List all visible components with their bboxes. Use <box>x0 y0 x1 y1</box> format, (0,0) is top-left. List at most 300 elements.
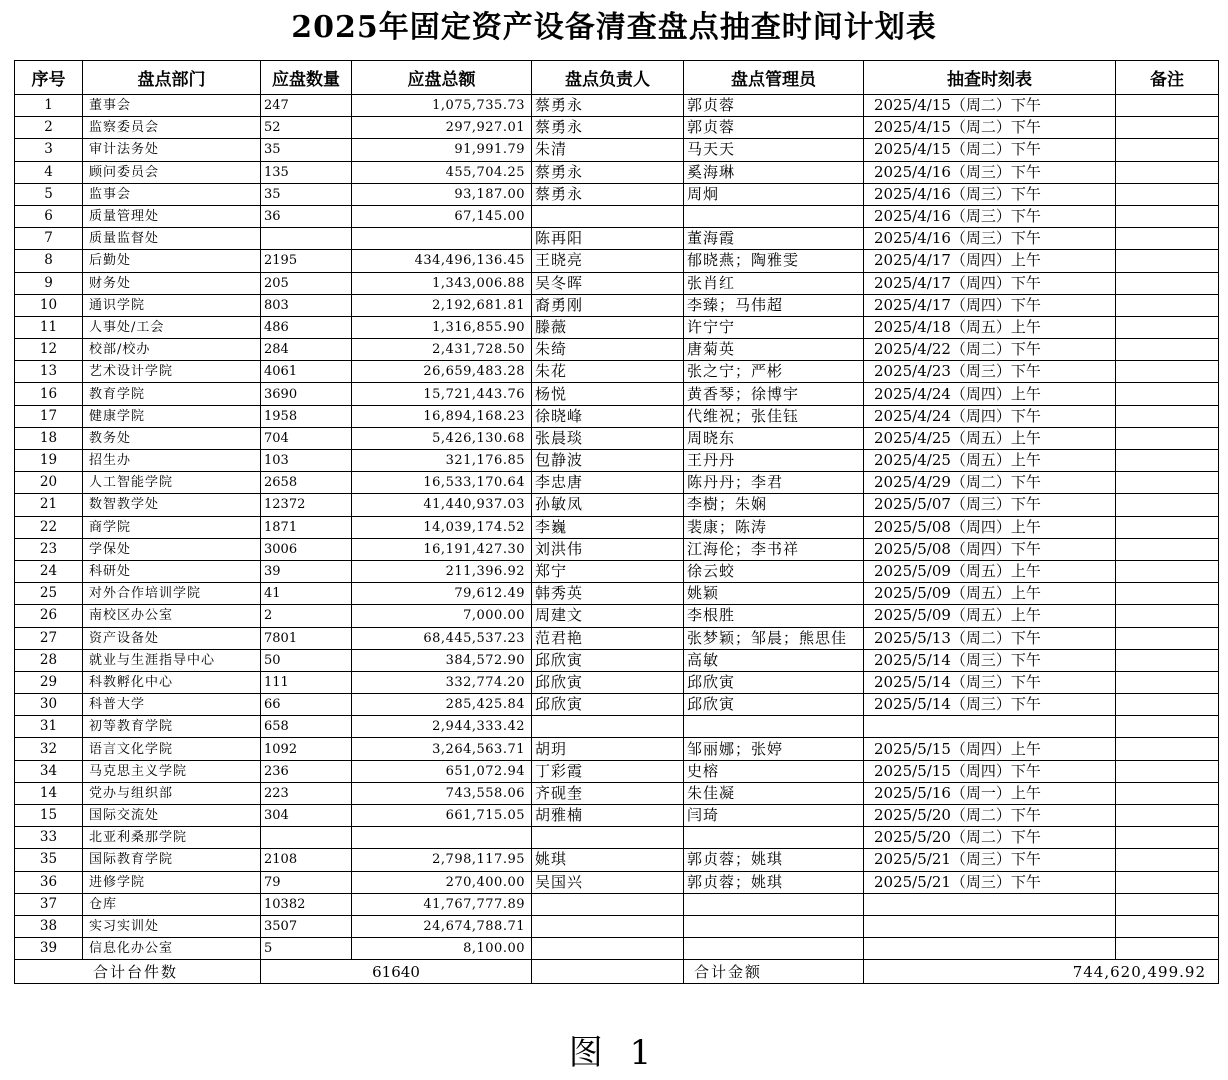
row-total-amount: 2,431,728.50 <box>352 339 532 361</box>
row-schedule <box>864 938 1116 960</box>
row-total-amount: 651,072.94 <box>352 760 532 782</box>
row-serial-no: 6 <box>15 205 83 227</box>
row-administrator: 奚海琳 <box>684 161 864 183</box>
row-responsible-person: 姚琪 <box>532 849 684 871</box>
row-administrator: 黄香琴；徐博宇 <box>684 383 864 405</box>
row-responsible-person: 丁彩霞 <box>532 760 684 782</box>
table-row <box>15 805 1219 827</box>
row-total-amount: 68,445,537.23 <box>352 627 532 649</box>
row-responsible-person: 蔡勇永 <box>532 117 684 139</box>
row-responsible-person <box>532 938 684 960</box>
row-note <box>1116 516 1219 538</box>
row-responsible-person: 孙敏凤 <box>532 494 684 516</box>
table-row <box>15 627 1219 649</box>
row-responsible-person: 杨悦 <box>532 383 684 405</box>
row-responsible-person <box>532 915 684 937</box>
table-row <box>15 760 1219 782</box>
row-responsible-person: 齐砚奎 <box>532 782 684 804</box>
row-department: 国际交流处 <box>83 805 261 827</box>
row-responsible-person: 蔡勇永 <box>532 161 684 183</box>
row-schedule <box>864 716 1116 738</box>
row-note <box>1116 760 1219 782</box>
row-responsible-person: 胡玥 <box>532 738 684 760</box>
row-total-amount: 67,145.00 <box>352 205 532 227</box>
table-row <box>15 228 1219 250</box>
row-serial-no: 22 <box>15 516 83 538</box>
row-total-amount: 15,721,443.76 <box>352 383 532 405</box>
row-department: 质量监督处 <box>83 228 261 250</box>
row-department: 商学院 <box>83 516 261 538</box>
table-row <box>15 139 1219 161</box>
table-row <box>15 827 1219 849</box>
row-department: 质量管理处 <box>83 205 261 227</box>
row-quantity: 704 <box>261 427 352 449</box>
row-schedule: 2025/5/21（周三）下午 <box>864 871 1116 893</box>
row-serial-no: 34 <box>15 760 83 782</box>
row-total-amount: 434,496,136.45 <box>352 250 532 272</box>
table-row <box>15 339 1219 361</box>
row-serial-no: 32 <box>15 738 83 760</box>
row-quantity: 223 <box>261 782 352 804</box>
row-department: 监事会 <box>83 183 261 205</box>
row-administrator <box>684 827 864 849</box>
row-total-amount: 285,425.84 <box>352 694 532 716</box>
row-administrator: 朱佳凝 <box>684 782 864 804</box>
row-note <box>1116 782 1219 804</box>
row-responsible-person: 王晓亮 <box>532 250 684 272</box>
row-serial-no: 28 <box>15 649 83 671</box>
row-administrator: 郭贞蓉 <box>684 95 864 117</box>
row-quantity: 803 <box>261 294 352 316</box>
row-administrator: 周炯 <box>684 183 864 205</box>
row-responsible-person: 郑宁 <box>532 560 684 582</box>
row-serial-no: 5 <box>15 183 83 205</box>
row-serial-no: 33 <box>15 827 83 849</box>
row-quantity: 4061 <box>261 361 352 383</box>
row-administrator: 郭贞蓉；姚琪 <box>684 871 864 893</box>
row-department: 北亚利桑那学院 <box>83 827 261 849</box>
row-administrator: 郭贞蓉 <box>684 117 864 139</box>
row-department: 学保处 <box>83 538 261 560</box>
row-department: 监察委员会 <box>83 117 261 139</box>
row-quantity: 304 <box>261 805 352 827</box>
row-responsible-person: 滕薇 <box>532 316 684 338</box>
row-note <box>1116 139 1219 161</box>
table-row <box>15 516 1219 538</box>
table-row <box>15 427 1219 449</box>
row-total-amount: 2,192,681.81 <box>352 294 532 316</box>
row-note <box>1116 205 1219 227</box>
row-department: 科教孵化中心 <box>83 671 261 693</box>
row-department: 教育学院 <box>83 383 261 405</box>
table-row <box>15 117 1219 139</box>
row-department: 实习实训处 <box>83 915 261 937</box>
row-administrator: 高敏 <box>684 649 864 671</box>
row-serial-no: 9 <box>15 272 83 294</box>
row-administrator: 史榕 <box>684 760 864 782</box>
row-department: 资产设备处 <box>83 627 261 649</box>
row-schedule: 2025/5/08（周四）上午 <box>864 516 1116 538</box>
row-total-amount: 743,558.06 <box>352 782 532 804</box>
table-row <box>15 294 1219 316</box>
row-quantity: 3507 <box>261 915 352 937</box>
row-serial-no: 15 <box>15 805 83 827</box>
row-quantity: 12372 <box>261 494 352 516</box>
row-quantity: 103 <box>261 450 352 472</box>
row-schedule: 2025/4/17（周四）下午 <box>864 294 1116 316</box>
table-row <box>15 183 1219 205</box>
row-schedule: 2025/4/25（周五）上午 <box>864 427 1116 449</box>
table-row <box>15 538 1219 560</box>
row-total-amount <box>352 228 532 250</box>
row-administrator: 李根胜 <box>684 605 864 627</box>
row-schedule: 2025/4/29（周二）下午 <box>864 472 1116 494</box>
table-row <box>15 250 1219 272</box>
row-total-amount: 79,612.49 <box>352 583 532 605</box>
row-department: 审计法务处 <box>83 139 261 161</box>
row-serial-no: 19 <box>15 450 83 472</box>
table-row <box>15 938 1219 960</box>
row-responsible-person <box>532 893 684 915</box>
row-schedule: 2025/4/25（周五）上午 <box>864 450 1116 472</box>
row-note <box>1116 294 1219 316</box>
table-row <box>15 716 1219 738</box>
row-schedule: 2025/5/13（周二）下午 <box>864 627 1116 649</box>
row-administrator: 张梦颖；邹晨；熊思佳 <box>684 627 864 649</box>
totals-spacer <box>532 960 684 984</box>
row-responsible-person: 胡雅楠 <box>532 805 684 827</box>
row-total-amount: 1,343,006.88 <box>352 272 532 294</box>
row-total-amount: 8,100.00 <box>352 938 532 960</box>
row-quantity: 486 <box>261 316 352 338</box>
row-schedule: 2025/4/15（周二）下午 <box>864 95 1116 117</box>
asset-inventory-table <box>14 60 1219 984</box>
row-quantity: 205 <box>261 272 352 294</box>
row-quantity: 236 <box>261 760 352 782</box>
row-responsible-person: 周建文 <box>532 605 684 627</box>
row-note <box>1116 405 1219 427</box>
row-serial-no: 7 <box>15 228 83 250</box>
row-administrator: 闫琦 <box>684 805 864 827</box>
row-quantity: 35 <box>261 139 352 161</box>
totals-row <box>15 960 1219 984</box>
row-department: 财务处 <box>83 272 261 294</box>
row-quantity: 50 <box>261 649 352 671</box>
row-note <box>1116 827 1219 849</box>
row-administrator: 李樹；朱娴 <box>684 494 864 516</box>
row-total-amount: 1,316,855.90 <box>352 316 532 338</box>
table-row <box>15 361 1219 383</box>
row-total-amount: 3,264,563.71 <box>352 738 532 760</box>
row-schedule <box>864 893 1116 915</box>
row-total-amount: 93,187.00 <box>352 183 532 205</box>
row-department: 通识学院 <box>83 294 261 316</box>
row-schedule: 2025/5/09（周五）上午 <box>864 560 1116 582</box>
row-serial-no: 29 <box>15 671 83 693</box>
row-note <box>1116 361 1219 383</box>
row-schedule <box>864 915 1116 937</box>
row-schedule: 2025/4/18（周五）上午 <box>864 316 1116 338</box>
row-responsible-person: 张晨琰 <box>532 427 684 449</box>
row-serial-no: 2 <box>15 117 83 139</box>
row-administrator: 王丹丹 <box>684 450 864 472</box>
row-schedule: 2025/4/16（周三）下午 <box>864 228 1116 250</box>
row-responsible-person: 朱清 <box>532 139 684 161</box>
row-responsible-person: 李忠唐 <box>532 472 684 494</box>
row-administrator: 陈丹丹；李君 <box>684 472 864 494</box>
row-responsible-person: 吴国兴 <box>532 871 684 893</box>
row-note <box>1116 538 1219 560</box>
row-serial-no: 26 <box>15 605 83 627</box>
row-responsible-person <box>532 205 684 227</box>
row-total-amount: 14,039,174.52 <box>352 516 532 538</box>
row-schedule: 2025/4/24（周四）上午 <box>864 383 1116 405</box>
row-schedule: 2025/4/15（周二）下午 <box>864 139 1116 161</box>
row-total-amount: 661,715.05 <box>352 805 532 827</box>
row-administrator <box>684 205 864 227</box>
row-responsible-person: 蔡勇永 <box>532 183 684 205</box>
row-department: 数智教学处 <box>83 494 261 516</box>
row-serial-no: 25 <box>15 583 83 605</box>
table-header-row <box>15 61 1219 95</box>
row-total-amount: 321,176.85 <box>352 450 532 472</box>
row-note <box>1116 605 1219 627</box>
row-note <box>1116 383 1219 405</box>
row-responsible-person: 陈再阳 <box>532 228 684 250</box>
row-administrator <box>684 915 864 937</box>
row-responsible-person <box>532 716 684 738</box>
row-department: 后勤处 <box>83 250 261 272</box>
table-row <box>15 605 1219 627</box>
row-note <box>1116 938 1219 960</box>
table-row <box>15 782 1219 804</box>
row-quantity: 658 <box>261 716 352 738</box>
row-schedule: 2025/5/20（周二）下午 <box>864 805 1116 827</box>
row-serial-no: 38 <box>15 915 83 937</box>
row-schedule: 2025/5/09（周五）上午 <box>864 605 1116 627</box>
row-serial-no: 13 <box>15 361 83 383</box>
page-title: 2025年固定资产设备清查盘点抽查时间计划表 <box>291 10 937 45</box>
table-row <box>15 405 1219 427</box>
row-quantity: 1092 <box>261 738 352 760</box>
header-notes: 备注 <box>1116 61 1219 95</box>
row-schedule: 2025/5/14（周三）下午 <box>864 694 1116 716</box>
row-schedule: 2025/5/15（周四）下午 <box>864 760 1116 782</box>
row-administrator: 张肖红 <box>684 272 864 294</box>
row-responsible-person: 李巍 <box>532 516 684 538</box>
row-note <box>1116 316 1219 338</box>
row-department: 南校区办公室 <box>83 605 261 627</box>
row-schedule: 2025/5/14（周三）下午 <box>864 649 1116 671</box>
row-note <box>1116 583 1219 605</box>
row-schedule: 2025/4/24（周四）下午 <box>864 405 1116 427</box>
row-quantity: 135 <box>261 161 352 183</box>
row-responsible-person: 朱花 <box>532 361 684 383</box>
table-body <box>15 95 1219 960</box>
row-serial-no: 35 <box>15 849 83 871</box>
row-schedule: 2025/4/16（周三）下午 <box>864 205 1116 227</box>
table-row <box>15 560 1219 582</box>
row-schedule: 2025/4/17（周四）下午 <box>864 272 1116 294</box>
row-responsible-person: 韩秀英 <box>532 583 684 605</box>
row-administrator: 周晓东 <box>684 427 864 449</box>
row-responsible-person: 朱绮 <box>532 339 684 361</box>
row-administrator: 李臻；马伟超 <box>684 294 864 316</box>
row-administrator <box>684 893 864 915</box>
row-administrator: 邱欣寅 <box>684 694 864 716</box>
row-responsible-person: 刘洪伟 <box>532 538 684 560</box>
row-department: 进修学院 <box>83 871 261 893</box>
row-total-amount: 455,704.25 <box>352 161 532 183</box>
row-department: 党办与组织部 <box>83 782 261 804</box>
row-department: 科普大学 <box>83 694 261 716</box>
row-total-amount: 270,400.00 <box>352 871 532 893</box>
row-department: 人工智能学院 <box>83 472 261 494</box>
row-total-amount <box>352 827 532 849</box>
row-administrator <box>684 716 864 738</box>
row-note <box>1116 805 1219 827</box>
table-row <box>15 694 1219 716</box>
row-serial-no: 20 <box>15 472 83 494</box>
table-row <box>15 915 1219 937</box>
row-total-amount: 1,075,735.73 <box>352 95 532 117</box>
row-schedule: 2025/5/09（周五）上午 <box>864 583 1116 605</box>
row-responsible-person: 裔勇刚 <box>532 294 684 316</box>
row-serial-no: 16 <box>15 383 83 405</box>
table-row <box>15 161 1219 183</box>
row-quantity <box>261 827 352 849</box>
table-row <box>15 649 1219 671</box>
row-note <box>1116 161 1219 183</box>
row-serial-no: 21 <box>15 494 83 516</box>
table-row <box>15 494 1219 516</box>
row-responsible-person: 邱欣寅 <box>532 694 684 716</box>
row-serial-no: 10 <box>15 294 83 316</box>
row-quantity: 5 <box>261 938 352 960</box>
row-serial-no: 1 <box>15 95 83 117</box>
row-department: 校部/校办 <box>83 339 261 361</box>
header-administrator: 盘点管理员 <box>684 61 864 95</box>
row-administrator: 董海霞 <box>684 228 864 250</box>
row-responsible-person: 蔡勇永 <box>532 95 684 117</box>
row-note <box>1116 738 1219 760</box>
row-total-amount: 24,674,788.71 <box>352 915 532 937</box>
row-schedule: 2025/5/08（周四）下午 <box>864 538 1116 560</box>
row-department: 健康学院 <box>83 405 261 427</box>
row-note <box>1116 339 1219 361</box>
row-department: 就业与生涯指导中心 <box>83 649 261 671</box>
row-schedule: 2025/4/23（周三）下午 <box>864 361 1116 383</box>
table-row <box>15 95 1219 117</box>
row-note <box>1116 893 1219 915</box>
row-total-amount: 5,426,130.68 <box>352 427 532 449</box>
row-note <box>1116 494 1219 516</box>
row-quantity: 3690 <box>261 383 352 405</box>
row-schedule: 2025/5/20（周二）下午 <box>864 827 1116 849</box>
row-quantity: 1958 <box>261 405 352 427</box>
row-responsible-person: 吴冬晖 <box>532 272 684 294</box>
row-department: 人事处/工会 <box>83 316 261 338</box>
row-note <box>1116 716 1219 738</box>
row-department: 艺术设计学院 <box>83 361 261 383</box>
row-serial-no: 18 <box>15 427 83 449</box>
row-schedule: 2025/4/15（周二）下午 <box>864 117 1116 139</box>
row-quantity: 2658 <box>261 472 352 494</box>
row-quantity: 2195 <box>261 250 352 272</box>
row-department: 顾问委员会 <box>83 161 261 183</box>
table-row <box>15 472 1219 494</box>
row-serial-no: 11 <box>15 316 83 338</box>
row-quantity: 3006 <box>261 538 352 560</box>
row-note <box>1116 915 1219 937</box>
row-responsible-person: 邱欣寅 <box>532 649 684 671</box>
row-department: 国际教育学院 <box>83 849 261 871</box>
row-quantity: 247 <box>261 95 352 117</box>
row-serial-no: 36 <box>15 871 83 893</box>
row-serial-no: 4 <box>15 161 83 183</box>
row-administrator: 裴康；陈涛 <box>684 516 864 538</box>
table-row <box>15 671 1219 693</box>
row-total-amount: 16,533,170.64 <box>352 472 532 494</box>
header-department: 盘点部门 <box>83 61 261 95</box>
row-administrator: 邱欣寅 <box>684 671 864 693</box>
row-serial-no: 17 <box>15 405 83 427</box>
row-department: 对外合作培训学院 <box>83 583 261 605</box>
row-total-amount: 297,927.01 <box>352 117 532 139</box>
row-note <box>1116 472 1219 494</box>
row-serial-no: 31 <box>15 716 83 738</box>
table-row <box>15 450 1219 472</box>
row-note <box>1116 871 1219 893</box>
table-row <box>15 205 1219 227</box>
row-total-amount: 332,774.20 <box>352 671 532 693</box>
row-total-amount: 91,991.79 <box>352 139 532 161</box>
row-administrator: 代维祝；张佳钰 <box>684 405 864 427</box>
row-quantity: 41 <box>261 583 352 605</box>
row-serial-no: 23 <box>15 538 83 560</box>
total-amount-label: 合计金额 <box>684 960 864 984</box>
row-schedule: 2025/4/16（周三）下午 <box>864 161 1116 183</box>
row-note <box>1116 183 1219 205</box>
row-responsible-person: 包静波 <box>532 450 684 472</box>
figure-caption: 图 1 <box>568 1033 660 1073</box>
row-schedule: 2025/5/16（周一）上午 <box>864 782 1116 804</box>
table-row <box>15 893 1219 915</box>
row-administrator: 马天天 <box>684 139 864 161</box>
row-schedule: 2025/5/14（周三）下午 <box>864 671 1116 693</box>
row-total-amount: 16,191,427.30 <box>352 538 532 560</box>
row-note <box>1116 671 1219 693</box>
row-quantity: 79 <box>261 871 352 893</box>
row-administrator: 邹丽娜；张婷 <box>684 738 864 760</box>
row-responsible-person: 范君艳 <box>532 627 684 649</box>
row-quantity: 52 <box>261 117 352 139</box>
row-note <box>1116 117 1219 139</box>
row-administrator: 郁晓燕；陶雅雯 <box>684 250 864 272</box>
row-department: 马克思主义学院 <box>83 760 261 782</box>
row-administrator <box>684 938 864 960</box>
row-note <box>1116 849 1219 871</box>
row-quantity: 36 <box>261 205 352 227</box>
row-serial-no: 24 <box>15 560 83 582</box>
row-serial-no: 27 <box>15 627 83 649</box>
row-department: 科研处 <box>83 560 261 582</box>
row-administrator: 许宁宁 <box>684 316 864 338</box>
row-serial-no: 12 <box>15 339 83 361</box>
row-schedule: 2025/5/21（周三）下午 <box>864 849 1116 871</box>
row-quantity: 7801 <box>261 627 352 649</box>
row-total-amount: 211,396.92 <box>352 560 532 582</box>
